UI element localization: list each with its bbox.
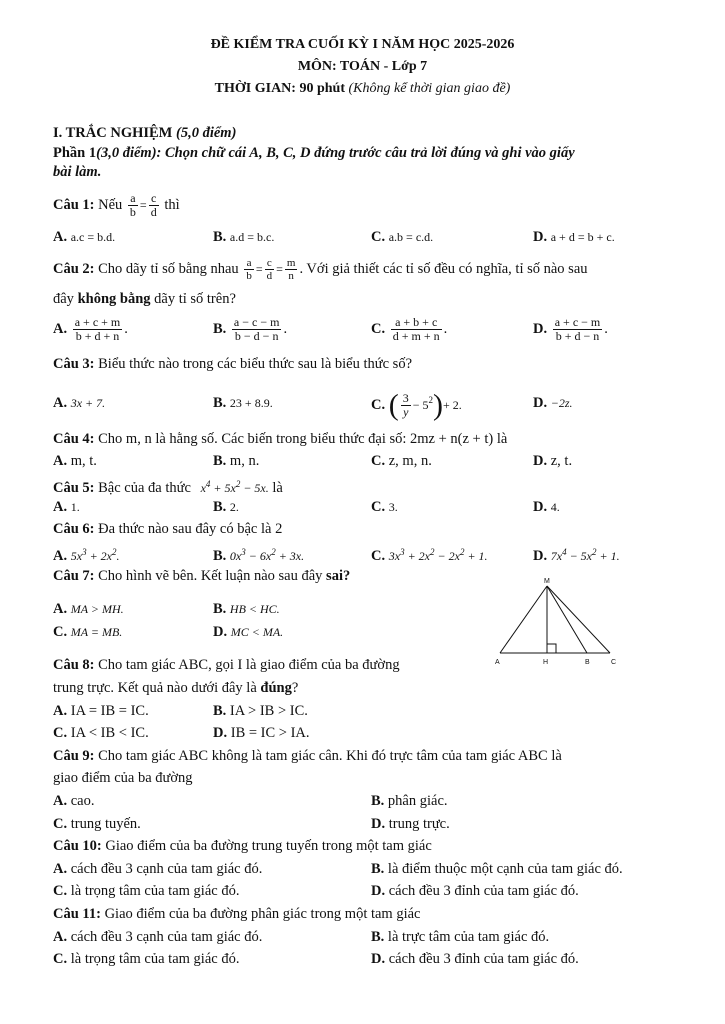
segment-am [500, 586, 547, 653]
label-a: A [495, 659, 500, 666]
question-9-cont: giao điểm của ba đường [53, 770, 193, 786]
question-2: Câu 2: Cho dãy tỉ số bằng nhau $\frac{a}{b}$ = $\frac{c}{d}$ = $\frac{m}{n}$ . Với giả thiết các tỉ số đều có nghĩa, tỉ số nào sau [53, 257, 588, 283]
question-2-cont: đây không bằng dãy tỉ số trên? [53, 291, 236, 307]
q2-option-c: C. $\frac{a + b + c}{d + m + n}$ . [371, 315, 448, 344]
question-5: Câu 5: Bậc của đa thức $x^4 + 5x^2 - 5x$. là [53, 479, 283, 496]
q7-option-b: B. HB < HC. [213, 601, 280, 617]
q6-option-b: B. $0x^3 - 6x^2 + 3x$. [213, 547, 305, 564]
q3-option-b: B. 23 + 8.9. [213, 395, 273, 411]
q2-option-d: D. $\frac{a + c - m}{b + d - n}$ . [533, 315, 608, 344]
q5-option-c: C. 3. [371, 499, 398, 515]
question-3: Câu 3: Biểu thức nào trong các biểu thức sau là biểu thức số? [53, 356, 413, 372]
q5-option-d: D. 4. [533, 499, 560, 515]
exam-title: ĐỀ KIỂM TRA CUỐI KỲ I NĂM HỌC 2025-2026 [210, 37, 515, 52]
question-11: Câu 11: Giao điểm của ba đường phân giác trong một tam giác [53, 906, 421, 922]
q10-option-b: B. là điểm thuộc một cạnh của tam giác đó. [371, 861, 623, 877]
q3-option-a: A. 3x + 7. [53, 395, 106, 411]
q10-option-d: D. cách đều 3 đỉnh của tam giác đó. [371, 883, 579, 899]
q6-option-a: A. $5x^3 + 2x^2$. [53, 547, 120, 564]
question-10: Câu 10: Giao điểm của ba đường trung tuyến trong một tam giác [53, 838, 432, 854]
part-instruction-cont: bài làm. [53, 164, 102, 180]
q10-option-c: C. là trọng tâm của tam giác đó. [53, 883, 240, 899]
q9-option-b: B. phân giác. [371, 793, 448, 809]
label-h: H [543, 659, 549, 666]
q5-option-b: B. 2. [213, 499, 239, 515]
q8-option-d: D. IB = IC > IA. [213, 725, 310, 741]
q1-option-c: C. a.b = c.d. [371, 229, 434, 245]
right-angle-mark [547, 644, 556, 653]
q4-option-d: D. z, t. [533, 453, 573, 469]
section-title: I. TRẮC NGHIỆM (5,0 điểm) [53, 125, 237, 141]
time-line: THỜI GIAN: 90 phút (Không kể thời gian giao đề) [214, 81, 511, 96]
label-c: C [611, 659, 617, 666]
question-1: Câu 1: Nếu $\frac{a}{b}$ = $\frac{c}{d}$ thì [53, 191, 180, 220]
segment-mc [547, 586, 610, 653]
q1-option-a: A. a.c = b.d. [53, 229, 116, 245]
q6-option-d: D. $7x^4 - 5x^2 + 1$. [533, 547, 620, 564]
q8-option-a: A. IA = IB = IC. [53, 703, 149, 719]
question-6: Câu 6: Đa thức nào sau đây có bậc là 2 [53, 521, 283, 537]
q5-option-a: A. 1. [53, 499, 80, 515]
q3-option-c: C. ( $\frac{3}{y}$ − $5^2)+ 2$. [371, 388, 462, 422]
q10-option-a: A. cách đều 3 cạnh của tam giác đó. [53, 861, 263, 877]
q4-option-b: B. m, n. [213, 453, 260, 469]
question-8-cont: trung trực. Kết quả nào dưới đây là đúng? [53, 680, 299, 696]
q4-option-c: C. z, m, n. [371, 453, 432, 469]
q11-option-d: D. cách đều 3 đỉnh của tam giác đó. [371, 951, 579, 967]
q2-option-a: A. $\frac{a + c + m}{b + d + n}$ . [53, 315, 128, 344]
label-m: M [544, 578, 550, 585]
question-7: Câu 7: Cho hình vẽ bên. Kết luận nào sau đây sai? [53, 568, 351, 584]
q8-option-b: B. IA > IB > IC. [213, 703, 308, 719]
q1-option-b: B. a.d = b.c. [213, 229, 275, 245]
q9-option-a: A. cao. [53, 793, 95, 809]
q9-option-c: C. trung tuyến. [53, 816, 141, 832]
label-b: B [585, 659, 590, 666]
q3-option-d: D. −2z. [533, 395, 573, 411]
q4-option-a: A. m, t. [53, 453, 97, 469]
q11-option-b: B. là trực tâm của tam giác đó. [371, 929, 550, 945]
triangle-figure [486, 574, 626, 668]
q7-option-a: A. MA > MH. [53, 601, 124, 617]
segment-mb [547, 586, 587, 653]
question-9: Câu 9: Cho tam giác ABC không là tam giác cân. Khi đó trực tâm của tam giác ABC là [53, 748, 562, 764]
q1-option-d: D. a + d = b + c. [533, 229, 615, 245]
question-8: Câu 8: Cho tam giác ABC, gọi I là giao điểm của ba đường [53, 657, 400, 673]
q11-option-c: C. là trọng tâm của tam giác đó. [53, 951, 240, 967]
q7-option-c: C. MA = MB. [53, 624, 123, 640]
subject-line: MÔN: TOÁN - Lớp 7 [297, 59, 428, 74]
q2-option-b: B. $\frac{a - c - m}{b - d - n}$ . [213, 315, 288, 344]
q8-option-c: C. IA < IB < IC. [53, 725, 149, 741]
q6-option-c: C. $3x^3 + 2x^2 - 2x^2 + 1$. [371, 547, 488, 564]
question-4: Câu 4: Cho m, n là hằng số. Các biến trong biểu thức đại số: 2mz + n(z + t) là [53, 431, 508, 447]
q7-option-d: D. MC < MA. [213, 624, 284, 640]
q9-option-d: D. trung trực. [371, 816, 450, 832]
part-instruction: Phần 1(3,0 điểm): Chọn chữ cái A, B, C, D đứng trước câu trả lời đúng và ghi vào giấy [53, 145, 575, 161]
q11-option-a: A. cách đều 3 cạnh của tam giác đó. [53, 929, 263, 945]
